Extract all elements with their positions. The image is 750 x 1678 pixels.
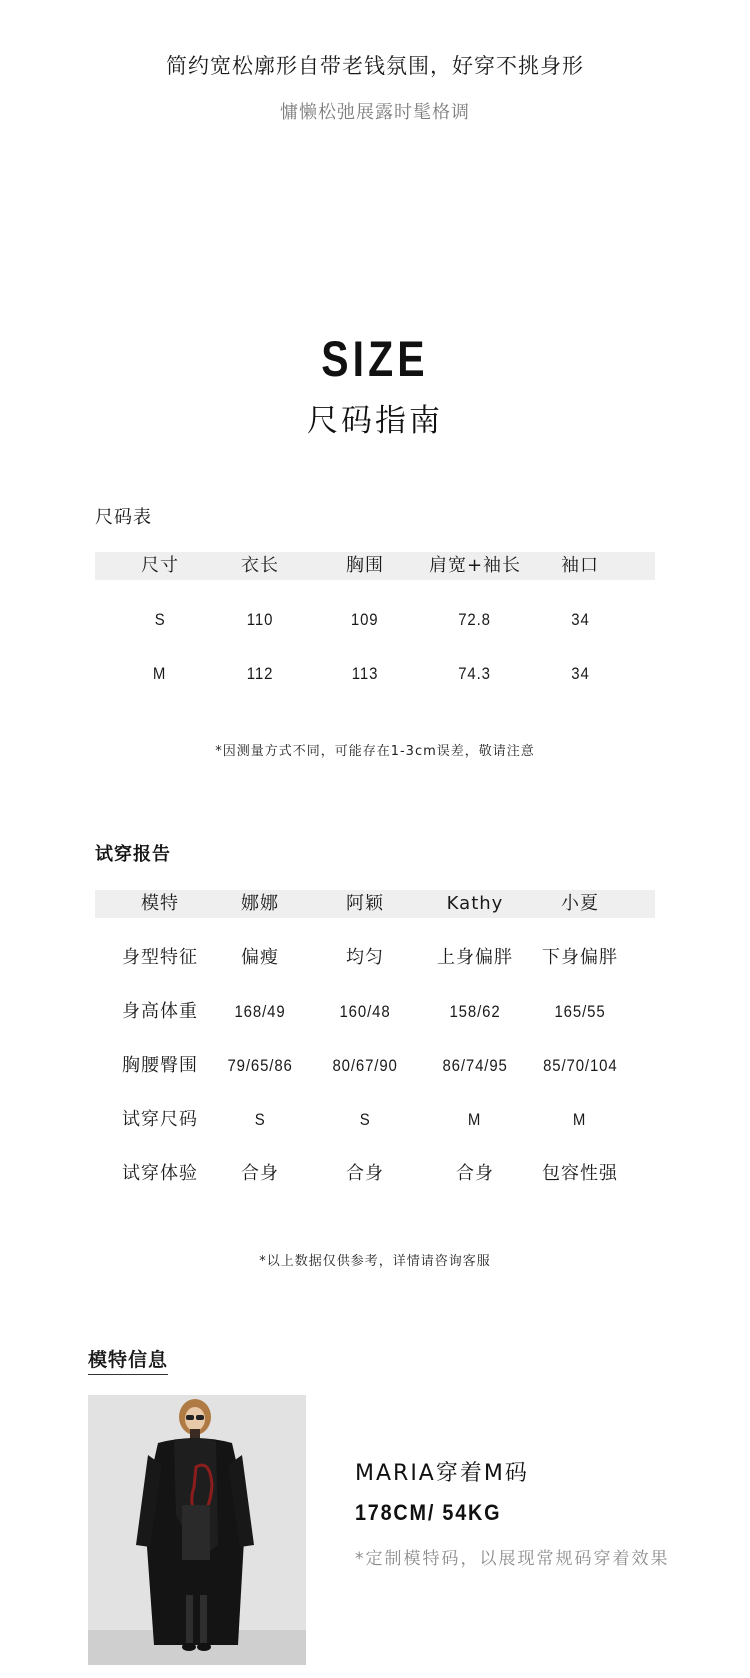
table-header-cell: 胸围 [346, 555, 384, 576]
table-cell: 113 [351, 664, 379, 683]
table-header-cell: 娜娜 [241, 893, 279, 914]
table-header-cell: 尺寸 [141, 555, 179, 576]
table-row [95, 1160, 655, 1188]
fit-report-note: *以上数据仅供参考，详情请咨询客服 [259, 1254, 491, 1269]
table-row [95, 998, 655, 1026]
table-header-cell: 模特 [141, 893, 179, 914]
table-cell: 109 [351, 610, 379, 629]
row-label: 胸腰臀围 [122, 1055, 198, 1076]
table-cell: 均匀 [346, 947, 384, 968]
table-cell: 34 [570, 664, 590, 683]
table-cell: 合身 [346, 1163, 384, 1184]
table-row [95, 660, 655, 688]
row-label: 身型特征 [122, 947, 198, 968]
fit-report-label: 试穿报告 [95, 844, 171, 865]
hero-subline: 慵懒松弛展露时髦格调 [280, 102, 470, 123]
table-cell: 86/74/95 [442, 1056, 508, 1075]
table-cell: M [153, 664, 167, 683]
hero-headline: 简约宽松廓形自带老钱氛围，好穿不挑身形 [166, 54, 584, 78]
size-subtitle: 尺码指南 [307, 403, 443, 439]
table-cell: 72.8 [458, 610, 492, 629]
fit-report-table [95, 890, 655, 1190]
table-cell: 165/55 [554, 1002, 606, 1021]
table-cell: S [254, 1110, 266, 1129]
table-cell: 偏瘦 [241, 947, 279, 968]
table-cell: 34 [570, 610, 590, 629]
model-stats: 178CM/ 54KG [355, 1500, 502, 1525]
table-cell: S [359, 1110, 371, 1129]
size-table [95, 552, 655, 702]
table-header-cell: 袖口 [561, 555, 599, 576]
table-row [95, 606, 655, 634]
table-cell: 74.3 [458, 664, 492, 683]
size-table-header [95, 552, 655, 580]
row-label: 试穿尺码 [122, 1109, 198, 1130]
size-table-label: 尺码表 [95, 507, 152, 528]
row-label: 身高体重 [122, 1001, 198, 1022]
model-size-line: MARIA穿着M码 [355, 1461, 529, 1486]
table-cell: 79/65/86 [227, 1056, 293, 1075]
table-header-cell: 衣长 [241, 555, 279, 576]
table-cell: M [468, 1110, 482, 1129]
table-cell: 110 [246, 610, 274, 629]
table-cell: 包容性强 [542, 1163, 618, 1184]
table-cell: 合身 [241, 1163, 279, 1184]
table-cell: 168/49 [234, 1002, 286, 1021]
size-title: SIZE [321, 331, 429, 387]
table-cell: 85/70/104 [542, 1056, 618, 1075]
table-row [95, 1106, 655, 1134]
table-header-cell: 小夏 [561, 893, 599, 914]
row-label: 试穿体验 [122, 1163, 198, 1184]
fit-report-header [95, 890, 655, 918]
table-cell: S [154, 610, 166, 629]
model-custom-note: *定制模特码，以展现常规码穿着效果 [355, 1549, 670, 1569]
model-photo [88, 1395, 306, 1665]
table-header-cell: 阿颖 [346, 893, 384, 914]
table-cell: M [573, 1110, 587, 1129]
table-row [95, 944, 655, 972]
table-cell: 158/62 [449, 1002, 501, 1021]
table-cell: 下身偏胖 [542, 947, 618, 968]
table-row [95, 1052, 655, 1080]
model-info-label: 模特信息 [88, 1345, 168, 1375]
table-cell: 80/67/90 [332, 1056, 398, 1075]
table-header-cell: Kathy [446, 893, 504, 914]
table-cell: 160/48 [339, 1002, 391, 1021]
size-table-note: *因测量方式不同，可能存在1-3cm误差，敬请注意 [215, 744, 535, 759]
table-cell: 112 [246, 664, 274, 683]
table-cell: 上身偏胖 [437, 947, 513, 968]
table-header-cell: 肩宽+袖长 [428, 555, 522, 576]
table-cell: 合身 [456, 1163, 494, 1184]
